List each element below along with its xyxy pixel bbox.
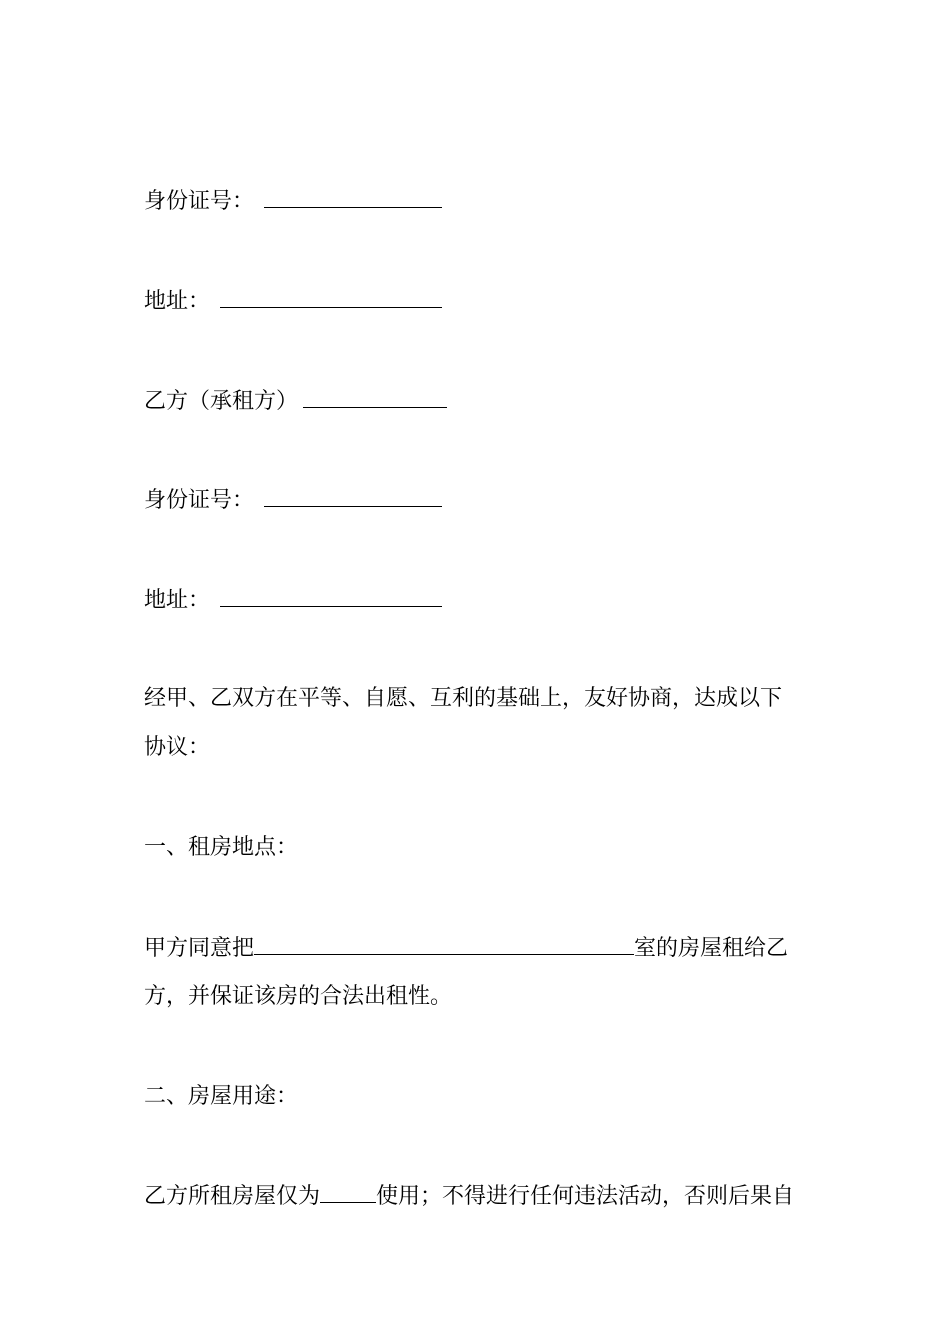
section-2-prefix: 乙方所租房屋仅为 <box>144 1184 321 1209</box>
section-1-suffix: 室的房屋租给乙 <box>634 936 789 961</box>
section-2-title: 二、房屋用途： <box>144 1084 299 1109</box>
party-b-id-label: 身份证号： <box>144 488 255 513</box>
party-b-label: 乙方（承租方） <box>144 389 299 414</box>
party-b-address-label: 地址： <box>144 588 211 613</box>
party-b-address-blank[interactable] <box>220 586 442 607</box>
section-2-line-1 <box>144 1182 794 1211</box>
party-b-line <box>144 387 447 416</box>
party-b-id-line <box>144 486 442 515</box>
party-a-id-blank[interactable] <box>264 187 442 208</box>
section-1-line-1 <box>144 934 788 963</box>
party-a-id-label: 身份证号： <box>144 189 255 214</box>
preamble-line-2: 协议： <box>144 735 211 760</box>
party-a-address-label: 地址： <box>144 289 211 314</box>
section-2-suffix: 使用；不得进行任何违法活动，否则后果自 <box>376 1184 795 1209</box>
party-a-address-line <box>144 287 442 316</box>
preamble-line-1: 经甲、乙双方在平等、自愿、互利的基础上，友好协商，达成以下 <box>144 686 783 711</box>
party-b-id-blank[interactable] <box>264 486 442 507</box>
room-address-blank[interactable] <box>254 934 634 955</box>
section-1-title: 一、租房地点： <box>144 835 299 860</box>
party-b-name-blank[interactable] <box>303 387 447 408</box>
section-1-prefix: 甲方同意把 <box>144 936 255 961</box>
party-b-address-line <box>144 586 442 615</box>
usage-blank[interactable] <box>320 1182 376 1203</box>
party-a-address-blank[interactable] <box>220 287 442 308</box>
section-1-line-2: 方，并保证该房的合法出租性。 <box>144 984 453 1009</box>
party-a-id-line <box>144 187 442 216</box>
